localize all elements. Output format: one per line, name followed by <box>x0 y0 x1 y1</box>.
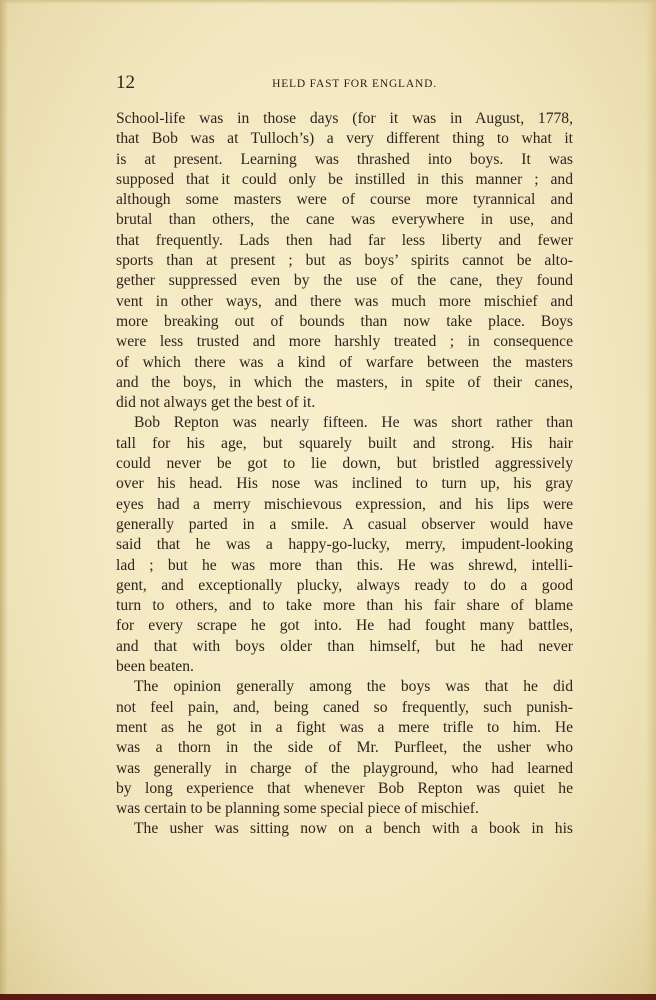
text-line: supposed that it could only be instilled in this manner ; and <box>116 170 573 188</box>
text-line: for every scrape he got into. He had fought many battles, <box>116 617 573 635</box>
text-line: that Bob was at Tulloch’s) a very different thing to what it <box>116 130 573 148</box>
text-line: not feel pain, and, being caned so frequently, such punish- <box>116 698 573 716</box>
text-line: although some masters were of course more tyrannical and <box>116 191 573 209</box>
text-line: over his head. His nose was inclined to turn up, his gray <box>116 475 573 493</box>
page-number: 12 <box>116 72 135 93</box>
text-line: The usher was sitting now on a bench with a book in his <box>134 820 573 838</box>
text-line: eyes had a merry mischievous expression, and his lips were <box>116 495 573 513</box>
text-line: said that he was a happy-go-lucky, merry, impudent-looking <box>116 536 573 554</box>
text-line: turn to others, and to take more than his fair share of blame <box>116 597 573 615</box>
text-line: vent in other ways, and there was much more mischief and <box>116 292 573 310</box>
text-line: ment as he got in a fight was a mere trifle to him. He <box>116 718 573 736</box>
paragraph <box>116 109 573 413</box>
text-line: Bob Repton was nearly fifteen. He was short rather than <box>134 414 573 432</box>
text-line: and the boys, in which the masters, in spite of their canes, <box>116 373 573 391</box>
text-line: was generally in charge of the playground, who had learned <box>116 759 573 777</box>
text-line: was a thorn in the side of Mr. Purfleet, the usher who <box>116 739 573 757</box>
text-line: The opinion generally among the boys was that he did <box>134 678 573 696</box>
page-right-edge <box>646 0 656 1000</box>
text-line: were less trusted and more harshly treated ; in consequence <box>116 333 573 351</box>
text-line: did not always get the best of it. <box>116 394 316 412</box>
text-line: sports than at present ; but as boys’ spirits cannot be alto- <box>116 252 573 270</box>
text-line: generally parted in a smile. A casual observer would have <box>116 515 573 533</box>
text-line: been beaten. <box>116 658 194 676</box>
text-line: was certain to be planning some special piece of mischief. <box>116 800 479 818</box>
text-line: that frequently. Lads then had far less liberty and fewer <box>116 231 573 249</box>
text-line: and that with boys older than himself, but he had never <box>116 637 573 655</box>
text-line: School-life was in those days (for it was in August, 1778, <box>116 110 573 127</box>
text-line: lad ; but he was more than this. He was shrewd, intelli- <box>116 556 573 574</box>
running-title: HELD FAST FOR ENGLAND. <box>272 78 437 90</box>
text-line: by long experience that whenever Bob Repton was quiet he <box>116 779 573 797</box>
page-top-edge <box>0 0 656 4</box>
page-bottom-edge <box>0 994 656 1000</box>
text-line: gent, and exceptionally plucky, always ready to do a good <box>116 576 573 594</box>
paragraph <box>116 677 573 819</box>
text-line: could never be got to lie down, but bristled aggressively <box>116 455 573 473</box>
body-text <box>116 109 573 840</box>
text-line: brutal than others, the cane was everywhere in use, and <box>116 211 573 229</box>
paragraph <box>116 819 573 839</box>
text-line: more breaking out of bounds than now take place. Boys <box>116 312 573 330</box>
paragraph <box>116 413 573 677</box>
text-line: is at present. Learning was thrashed into boys. It was <box>116 150 573 168</box>
text-line: of which there was a kind of warfare between the masters <box>116 353 573 371</box>
page-left-edge <box>0 0 8 1000</box>
text-line: gether suppressed even by the use of the cane, they found <box>116 272 573 290</box>
text-line: tall for his age, but squarely built and strong. His hair <box>116 434 573 452</box>
page-header <box>116 72 573 98</box>
